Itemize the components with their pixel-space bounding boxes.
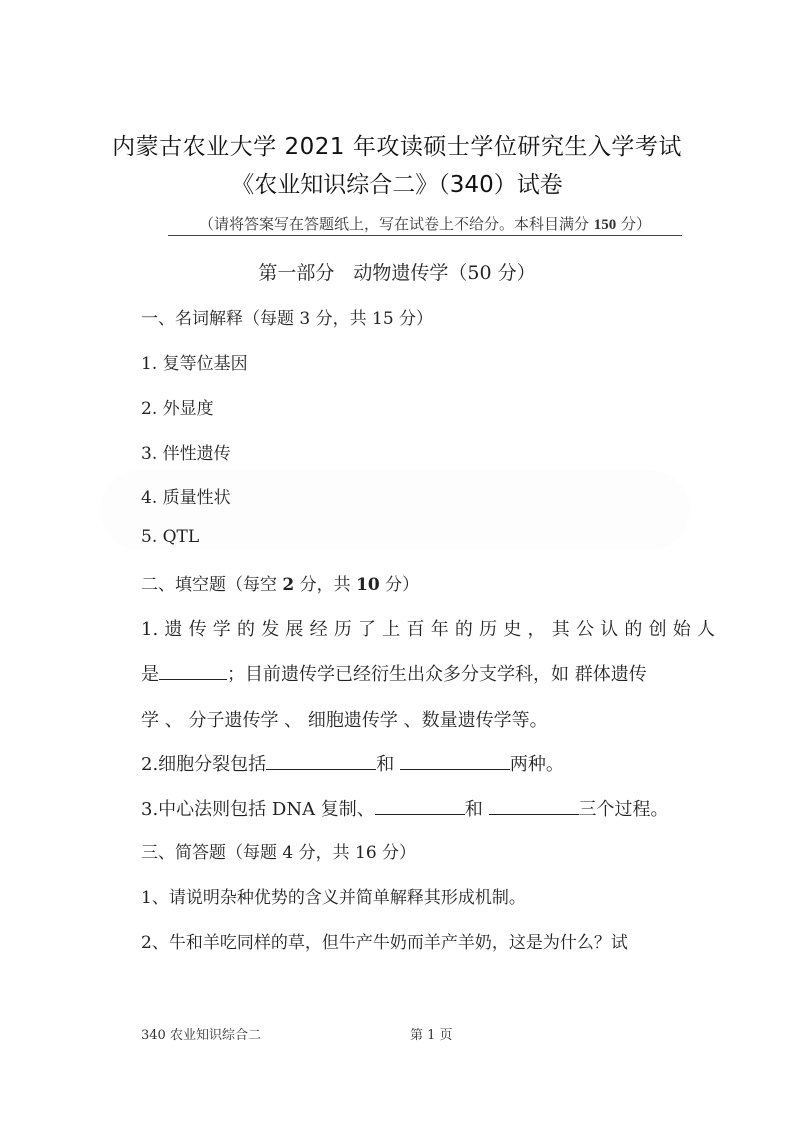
term-item: 1. 复等位基因 (141, 354, 248, 374)
section3-heading: 三、简答题（每题 4 分，共 16 分） (141, 843, 417, 863)
footer-subject: 340 农业知识综合二 (141, 1028, 261, 1043)
part-title: 第一部分 动物遗传学（50 分） (258, 262, 536, 284)
short-answer-question-1: 1、请说明杂种优势的含义并简单解释其形成机制。 (141, 888, 526, 908)
answer-blank (400, 753, 510, 770)
section2-heading: 二、填空题（每空 2 分，共 10 分） (141, 575, 420, 595)
answer-blank (266, 753, 376, 770)
exam-notice: （请将答案写在答题纸上，写在试卷上不给分。本科目满分 150 分） (168, 213, 682, 236)
answer-blank (375, 798, 465, 815)
exam-title: 内蒙古农业大学 2021 年攻读硕士学位研究生入学考试 (112, 134, 682, 160)
answer-blank (489, 798, 579, 815)
fill-question-2: 2.细胞分裂包括 和 两种。 (141, 754, 564, 775)
term-item: 2. 外显度 (141, 399, 214, 419)
short-answer-question-2: 2、牛和羊吃同样的草，但牛产牛奶而羊产羊奶，这是为什么？试 (141, 933, 628, 953)
footer-page-number: 第 1 页 (410, 1028, 453, 1043)
exam-subject-title: 《农业知识综合二》（340）试卷 (231, 172, 563, 198)
fill-question-1-line3: 学 、 分子遗传学 、 细胞遗传学 、数量遗传学等。 (141, 710, 548, 731)
term-item: 3. 伴性遗传 (141, 444, 231, 464)
fill-question-1-line2: 是 ；目前遗传学已经衍生出众多分支学科，如 群体遗传 (141, 664, 647, 685)
answer-blank (159, 663, 227, 680)
full-score: 150 (593, 217, 617, 233)
fill-question-1-line1: 1.遗传学的发展经历了上百年的历史，其公认的创始人 (141, 619, 715, 640)
fill-question-3: 3.中心法则包括 DNA 复制、 和 三个过程。 (141, 799, 669, 820)
term-item: 4. 质量性状 (141, 488, 231, 508)
term-item: 5. QTL (141, 527, 200, 547)
section1-heading: 一、名词解释（每题 3 分，共 15 分） (141, 309, 434, 329)
